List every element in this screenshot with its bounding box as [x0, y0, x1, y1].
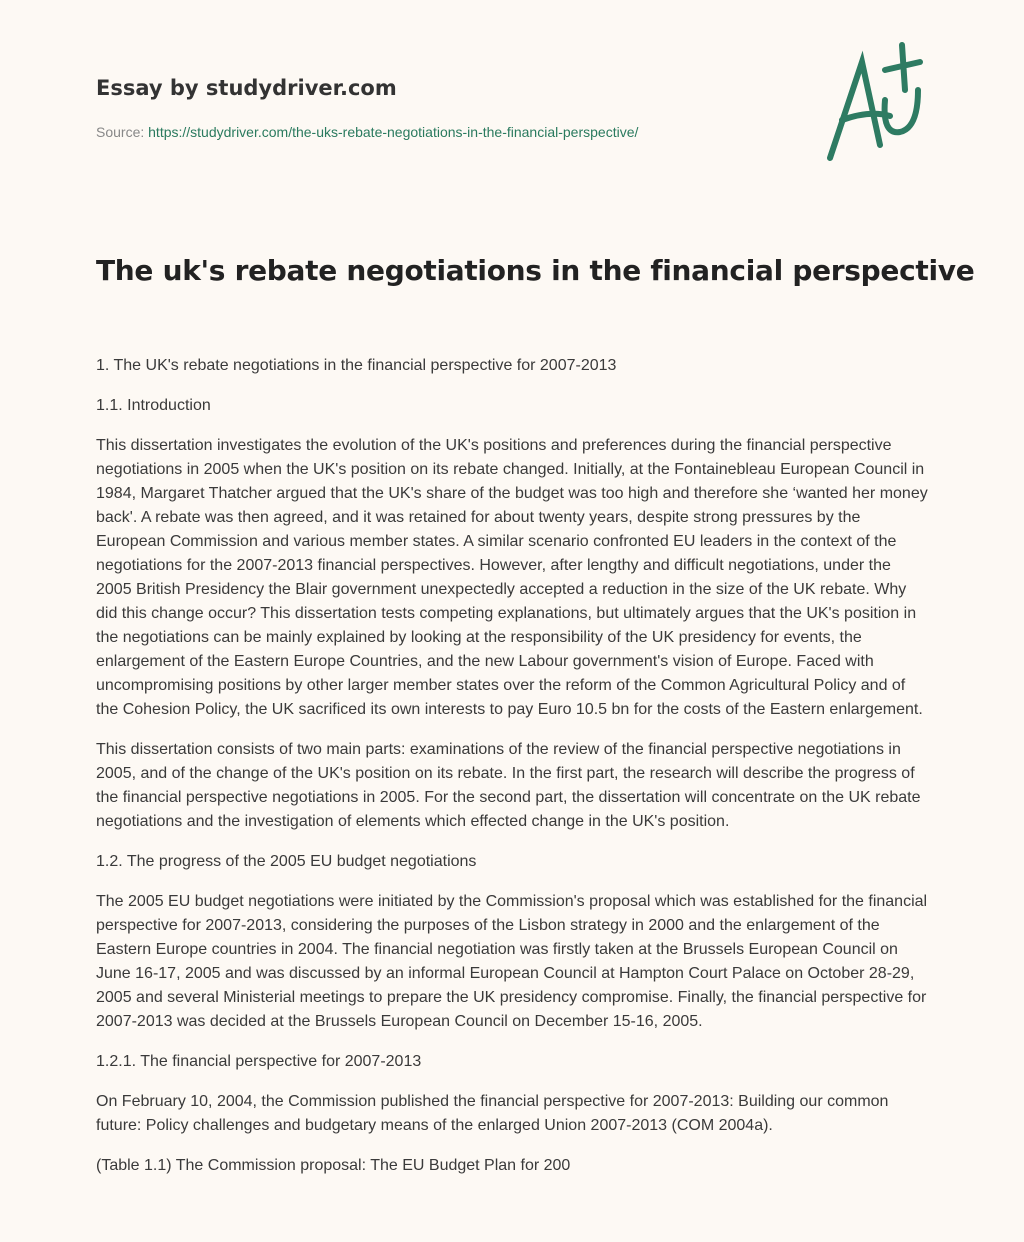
paragraph: On February 10, 2004, the Commission published the financial perspective for 2007-2013: Building our common future: Policy challenges and budgetary means of the enlarged Union 2007-2013 (COM 2004a). — [96, 1093, 889, 1134]
paragraph: This dissertation consists of two main parts: examinations of the review of the financial perspective negotiations in 2005, and of the change of the UK's position on its rebate. In the first part, the research will describe the progress of the financial perspective negotiations in 2005. For the second part, the dissertation will concentrate on the UK rebate negotiations and the investigation of elements which effected change in the UK's position. — [96, 741, 921, 830]
essay-body — [96, 354, 928, 1194]
source-link[interactable]: https://studydriver.com/the-uks-rebate-negotiations-in-the-financial-perspective/ — [148, 124, 639, 140]
a-plus-logo-icon — [820, 40, 930, 170]
section-heading: 1. The UK's rebate negotiations in the financial perspective for 2007-2013 — [96, 357, 617, 374]
page-title: The uk's rebate negotiations in the financial perspective — [96, 254, 975, 287]
source-line — [96, 124, 638, 140]
paragraph: This dissertation investigates the evolution of the UK's positions and preferences during the financial perspective negotiations in 2005 when the UK's position on its rebate changed. Initially, at the Fontainebleau European Council in 1984, Margaret Thatcher argued that the UK's share of the budget was too high and therefore she ‘wanted her money back'. A rebate was then agreed, and it was retained for about twenty years, despite strong pressures by the European Commission and various member states. A similar scenario confronted EU leaders in the context of the negotiations for the 2007-2013 financial perspectives. However, after lengthy and difficult negotiations, under the 2005 British Presidency the Blair government unexpectedly accepted a reduction in the size of the UK rebate. Why did this change occur? This dissertation tests competing explanations, but ultimately argues that the UK's position in the negotiations can be mainly explained by looking at the responsibility of the UK presidency for events, the enlargement of the Eastern Europe Countries, and the new Labour government's vision of Europe. Faced with uncompromising positions by other larger member states over the reform of the Common Agricultural Policy and of the Cohesion Policy, the UK sacrificed its own interests to pay Euro 10.5 bn for the costs of the Eastern enlargement. — [96, 437, 928, 718]
section-heading: 1.2. The progress of the 2005 EU budget negotiations — [96, 853, 477, 870]
section-heading: 1.2.1. The financial perspective for 2007-2013 — [96, 1053, 422, 1070]
section-heading: 1.1. Introduction — [96, 397, 211, 414]
brand-title: Essay by studydriver.com — [96, 76, 397, 100]
source-label: Source: — [96, 124, 145, 140]
table-caption: (Table 1.1) The Commission proposal: The EU Budget Plan for 200 — [96, 1157, 571, 1174]
paragraph: The 2005 EU budget negotiations were initiated by the Commission's proposal which was established for the financial perspective for 2007-2013, considering the purposes of the Lisbon strategy in 2000 and the enlargement of the Eastern Europe countries in 2004. The financial negotiation was firstly taken at the Brussels European Council on June 16-17, 2005 and was discussed by an informal European Council at Hampton Court Palace on October 28-29, 2005 and several Ministerial meetings to prepare the UK presidency compromise. Finally, the financial perspective for 2007-2013 was decided at the Brussels European Council on December 15-16, 2005. — [96, 893, 928, 1030]
